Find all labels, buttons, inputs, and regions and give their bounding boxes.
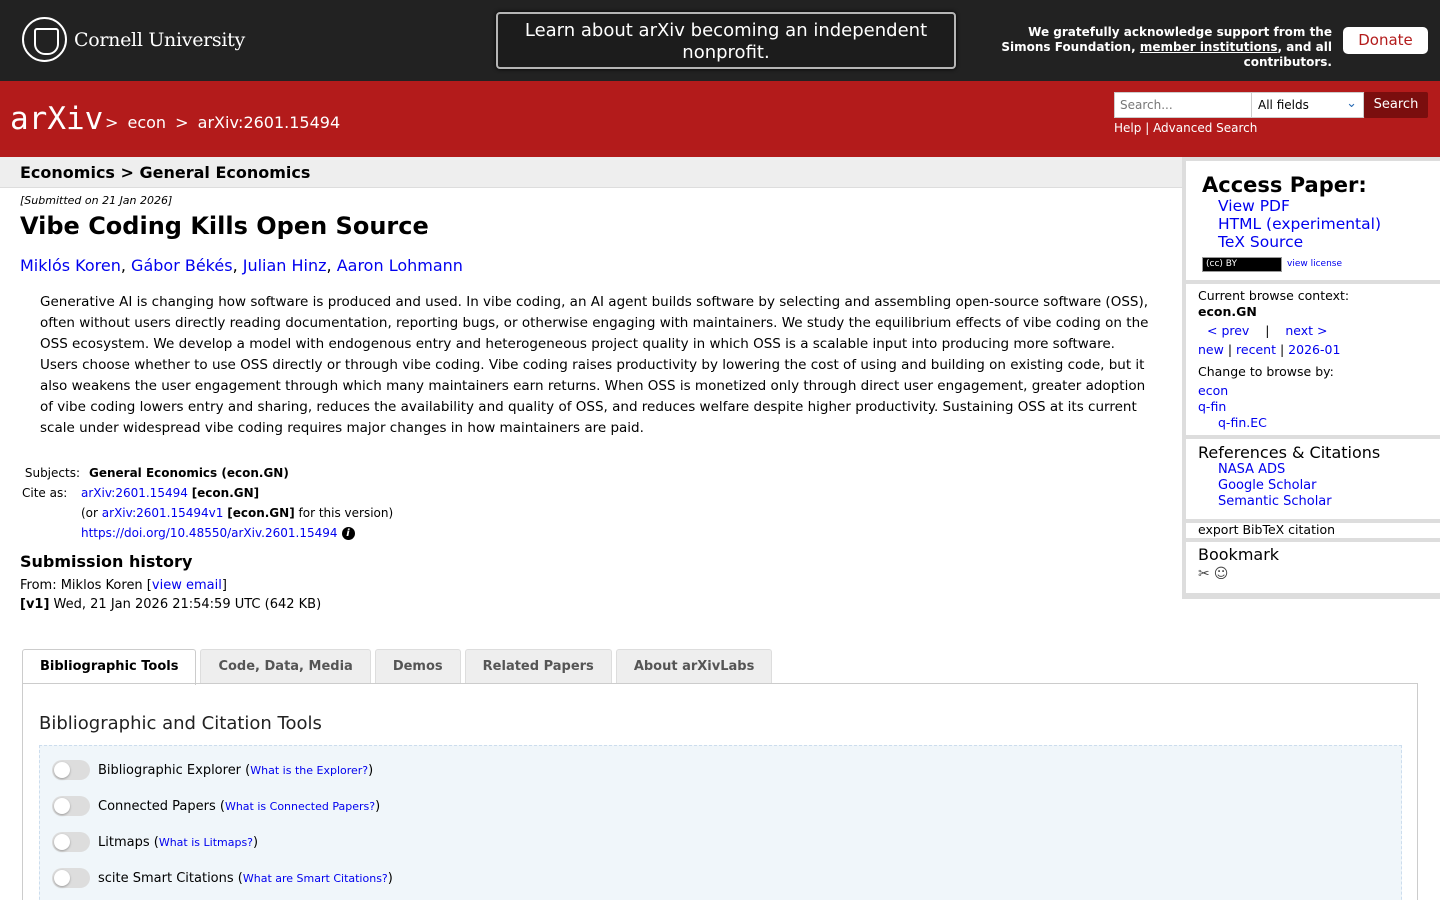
tab-about-arxivlabs[interactable]: About arXivLabs	[616, 649, 773, 684]
toggle-switch[interactable]	[52, 796, 90, 816]
version-link[interactable]: arXiv:2601.15494v1	[101, 506, 224, 520]
announcement-banner[interactable]: Learn about arXiv becoming an independent nonprofit.	[496, 12, 956, 69]
tab-demos[interactable]: Demos	[375, 649, 461, 684]
bibsonomy-icon[interactable]: ✂	[1198, 566, 1210, 582]
search-input[interactable]: Search...	[1114, 92, 1252, 118]
search-field-select[interactable]: All fields ⌄	[1251, 92, 1364, 118]
tool-bibliographic-explorer: Bibliographic Explorer ( What is the Explorer? )	[52, 760, 373, 780]
references-box	[1186, 439, 1440, 519]
bookmark-box	[1186, 542, 1440, 593]
author-link[interactable]: Gábor Békés	[131, 256, 233, 275]
browse-qfin-link[interactable]: q-fin	[1198, 399, 1227, 414]
toggle-switch[interactable]	[52, 760, 90, 780]
access-paper-heading: Access Paper:	[1202, 173, 1367, 197]
advanced-search-link[interactable]: Advanced Search	[1153, 121, 1258, 135]
browse-context-box: Current browse context: econ.GN < prev | next > new | recent | 2026-01 Change to browse by: econ q-fin q-fin.EC	[1186, 284, 1440, 435]
version-entry: [v1] Wed, 21 Jan 2026 21:54:59 UTC (642 KB)	[20, 597, 322, 612]
view-email-link[interactable]: view email	[151, 578, 222, 593]
google-scholar-link[interactable]: Google Scholar	[1218, 478, 1317, 493]
breadcrumb: > econ > arXiv:2601.15494	[105, 113, 341, 132]
cc-by-icon[interactable]: (cc) BY	[1202, 257, 1282, 272]
html-link[interactable]: HTML (experimental)	[1218, 215, 1381, 233]
member-institutions-link[interactable]: member institutions	[1139, 40, 1278, 54]
submitted-date: [Submitted on 21 Jan 2026]	[20, 194, 173, 207]
recent-link[interactable]: recent	[1236, 342, 1276, 357]
chevron-down-icon: ⌄	[1346, 96, 1357, 111]
tool-connected-papers: Connected Papers ( What is Connected Papers? )	[52, 796, 380, 816]
next-link[interactable]: next >	[1285, 323, 1328, 338]
breadcrumb-paper-id: arXiv:2601.15494	[197, 113, 341, 132]
help-link[interactable]: Help	[1114, 121, 1142, 135]
view-license-link[interactable]: view license	[1287, 259, 1343, 269]
reddit-icon[interactable]: ☺	[1213, 566, 1229, 582]
tools-panel-heading: Bibliographic and Citation Tools	[39, 713, 322, 734]
new-link[interactable]: new	[1198, 342, 1224, 357]
semantic-scholar-link[interactable]: Semantic Scholar	[1218, 494, 1332, 509]
submitter: From: Miklos Koren [view email]	[20, 578, 227, 593]
subjects-value: General Economics (econ.GN)	[89, 466, 289, 480]
author-link[interactable]: Aaron Lohmann	[336, 256, 463, 275]
cornell-name: Cornell University	[74, 28, 245, 51]
sidebar	[1182, 157, 1440, 599]
what-link[interactable]: What are Smart Citations?	[242, 871, 388, 885]
cornell-logo-link[interactable]	[22, 17, 245, 62]
tool-litmaps: Litmaps ( What is Litmaps? )	[52, 832, 258, 852]
author-link[interactable]: Julian Hinz	[242, 256, 327, 275]
doi-link[interactable]: https://doi.org/10.48550/arXiv.2601.15494	[81, 526, 338, 540]
references-heading: References & Citations	[1198, 443, 1381, 462]
header-bar	[0, 81, 1440, 157]
subject-header: Economics > General Economics	[0, 157, 1182, 188]
tab-related-papers[interactable]: Related Papers	[465, 649, 612, 684]
author-link[interactable]: Miklós Koren	[20, 256, 121, 275]
what-link[interactable]: What is Connected Papers?	[224, 799, 376, 813]
what-link[interactable]: What is Litmaps?	[158, 835, 254, 849]
bookmark-heading: Bookmark	[1198, 545, 1280, 564]
paper-title: Vibe Coding Kills Open Source	[20, 212, 429, 240]
info-icon[interactable]: i	[342, 527, 355, 540]
browse-qfin-ec-link[interactable]: q-fin.EC	[1218, 415, 1267, 430]
what-link[interactable]: What is the Explorer?	[250, 763, 369, 777]
toggle-switch[interactable]	[52, 832, 90, 852]
author-list: Miklós Koren, Gábor Békés, Julian Hinz, Aaron Lohmann	[20, 256, 463, 275]
nasa-ads-link[interactable]: NASA ADS	[1218, 462, 1286, 477]
access-paper-box	[1186, 161, 1440, 280]
tools-list	[39, 745, 1402, 900]
cornell-seal-icon	[22, 17, 67, 62]
top-bar	[0, 0, 1440, 81]
labs-tabs	[22, 649, 776, 684]
metadata-table: Subjects: General Economics (econ.GN) Cite as: arXiv:2601.15494 [econ.GN] (or arXiv:2601.15494v1 [econ.GN] for this version) https://doi.org/10.48550/arXiv.2601.15494 i	[22, 466, 394, 540]
view-pdf-link[interactable]: View PDF	[1218, 197, 1290, 215]
support-text: We gratefully acknowledge support from the Simons Foundation, member institutions, and all contributors.	[1001, 25, 1332, 69]
tex-source-link[interactable]: TeX Source	[1218, 233, 1304, 251]
breadcrumb-econ[interactable]: econ	[127, 113, 167, 132]
export-bibtex-button[interactable]: export BibTeX citation	[1186, 523, 1440, 538]
tab-bibliographic-tools[interactable]: Bibliographic Tools	[22, 649, 196, 685]
toggle-switch[interactable]	[52, 868, 90, 888]
browse-econ-link[interactable]: econ	[1198, 383, 1229, 398]
month-link[interactable]: 2026-01	[1288, 342, 1341, 357]
donate-button[interactable]: Donate	[1343, 27, 1428, 54]
submission-history-heading: Submission history	[20, 552, 193, 571]
tools-panel	[22, 683, 1418, 900]
help-links: Help | Advanced Search	[1114, 121, 1258, 135]
abstract: Generative AI is changing how software is produced and used. In vibe coding, an AI agent builds software by selecting and assembling open-source software (OSS), often without users directly reading documentation, reporting bugs, or otherwise engaging with maintainers. We study the equilibrium effects of vibe coding on the OSS ecosystem. We develop a model with endogenous entry and heterogeneous project quality in which OSS is a scalable input into producing more software. Users choose whether to use OSS directly or through vibe coding. Vibe coding raises productivity by lowering the cost of using and building on existing code, but it also weakens the user engagement through which many maintainers earn returns. When OSS is monetized only through direct user engagement, greater adoption of vibe coding lowers entry and sharing, reduces the availability and quality of OSS, and reduces welfare despite higher productivity. Sustaining OSS at its current scale under widespread vibe coding requires major changes in how maintainers are paid.	[40, 294, 1149, 436]
tab-code-data-media[interactable]: Code, Data, Media	[200, 649, 370, 684]
search-button[interactable]: Search	[1364, 92, 1428, 118]
cite-label: Cite as:	[22, 486, 68, 500]
subjects-label: Subjects:	[24, 466, 80, 480]
tool-scite: scite Smart Citations ( What are Smart Citations? )	[52, 868, 393, 888]
prev-link[interactable]: < prev	[1207, 323, 1250, 338]
license	[1202, 255, 1424, 273]
cite-id-link[interactable]: arXiv:2601.15494	[81, 486, 188, 500]
arxiv-logo[interactable]: arXiv	[10, 101, 104, 137]
